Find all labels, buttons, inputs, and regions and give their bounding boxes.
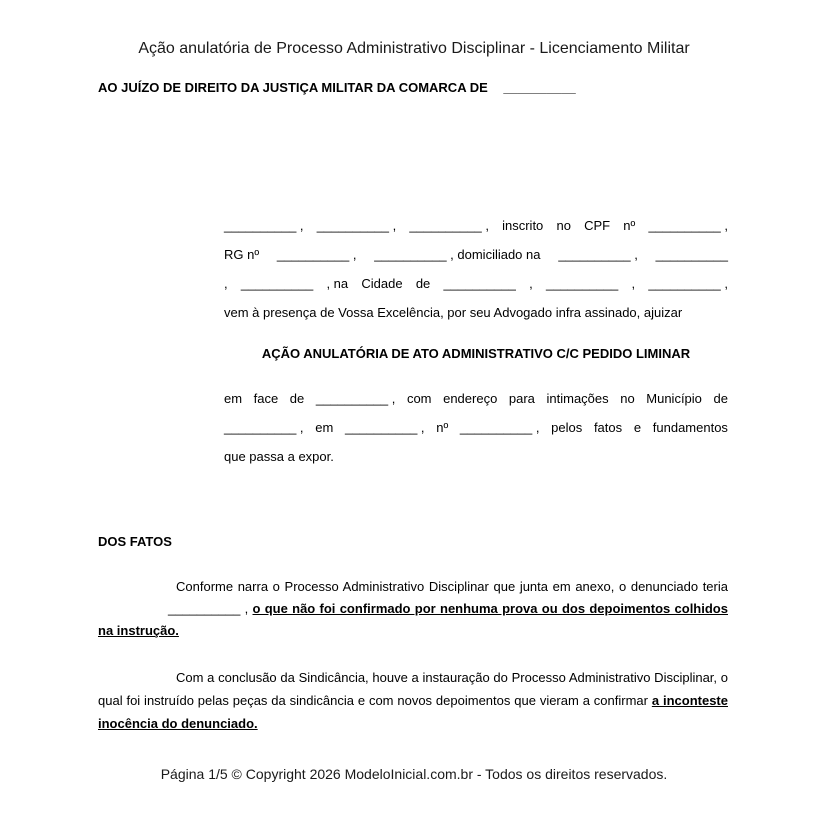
district-blank: __________	[240, 276, 314, 291]
addressee	[98, 80, 576, 95]
emphasis-text: a inconteste inocência do denunciado.	[98, 693, 728, 731]
page-footer: Página 1/5 © Copyright 2026 ModeloInicial.com.br - Todos os direitos reservados.	[160, 766, 668, 782]
word: nº	[436, 420, 449, 435]
section-title-facts: DOS FATOS	[98, 534, 172, 549]
word: Município	[646, 391, 702, 406]
word: intimações	[546, 391, 609, 406]
nationality-blank: __________ ,	[316, 218, 397, 233]
zip-blank: __________ ,	[648, 276, 728, 291]
word: endereço	[443, 391, 498, 406]
word: fatos	[593, 420, 623, 435]
defendant-line-2	[224, 413, 728, 442]
word: e	[633, 420, 642, 435]
emphasis-text: o que não foi confirmado por nenhuma prova ou dos depoimentos colhidos na instrução.	[98, 601, 728, 638]
word: de	[713, 391, 728, 406]
marital-status-blank: __________ ,	[409, 218, 489, 233]
paragraph-text: Conforme narra o Processo Administrativo Disciplinar que junta em anexo, o denunciado teria	[176, 579, 728, 594]
defendant-block	[224, 384, 728, 471]
qualification-line-4: vem à presença de Vossa Excelência, por seu Advogado infra assinado, ajuizar	[224, 305, 683, 320]
word: com	[406, 391, 432, 406]
word: de	[289, 391, 305, 406]
document-title: Ação anulatória de Processo Administrativo Disciplinar - Licenciamento Militar	[138, 40, 690, 57]
word: Cidade	[361, 276, 403, 291]
word: ,	[529, 276, 533, 291]
qualification-line-2	[224, 240, 728, 269]
domicile-text: __________ , domiciliado na	[374, 247, 541, 262]
defendant-line-1	[224, 384, 728, 413]
city-blank: __________	[443, 276, 516, 291]
qualification-block	[224, 211, 728, 327]
addressee-blank: __________	[503, 80, 576, 95]
word: fundamentos	[652, 420, 728, 435]
word: em	[224, 391, 243, 406]
qualification-line-3	[224, 269, 728, 298]
word: , na	[326, 276, 349, 291]
word: para	[508, 391, 535, 406]
number-blank: __________	[655, 247, 728, 262]
word: ,	[224, 276, 228, 291]
word: nº	[623, 218, 636, 233]
addressee-text: AO JUÍZO DE DIREITO DA JUSTIÇA MILITAR DA COMARCA DE	[98, 80, 488, 95]
word: CPF	[584, 218, 611, 233]
word: ,	[631, 276, 636, 291]
address-number-blank: __________ ,	[459, 420, 540, 435]
word: de	[415, 276, 431, 291]
state-blank: __________	[545, 276, 619, 291]
address-blank: __________ ,	[345, 420, 425, 435]
street-blank: __________ ,	[558, 247, 638, 262]
word: pelos	[551, 420, 583, 435]
word: em	[315, 420, 334, 435]
defendant-line-3: que passa a expor.	[224, 449, 334, 464]
word: inscrito	[502, 218, 544, 233]
name-blank: __________ ,	[224, 218, 304, 233]
paragraph-text: Com a conclusão da Sindicância, houve a instauração do Processo Administrativo Disciplinar, o qual foi instruído pelas peças da sindicância e com novos depoimentos que vieram a confirmar	[98, 670, 728, 708]
conduct-blank: __________ ,	[168, 601, 249, 616]
word: face	[253, 391, 279, 406]
action-title: AÇÃO ANULATÓRIA DE ATO ADMINISTRATIVO C/C PEDIDO LIMINAR	[261, 346, 691, 361]
municipality-blank: __________ ,	[224, 420, 304, 435]
facts-paragraph-2	[98, 666, 728, 735]
defendant-blank: __________ ,	[315, 391, 396, 406]
rg-blank: __________ ,	[276, 247, 357, 262]
word: no	[620, 391, 635, 406]
word: no	[556, 218, 571, 233]
word: RG nº	[224, 247, 260, 262]
facts-paragraph-1	[98, 576, 728, 642]
qualification-line-1	[224, 211, 728, 240]
cpf-blank: __________ ,	[648, 218, 728, 233]
